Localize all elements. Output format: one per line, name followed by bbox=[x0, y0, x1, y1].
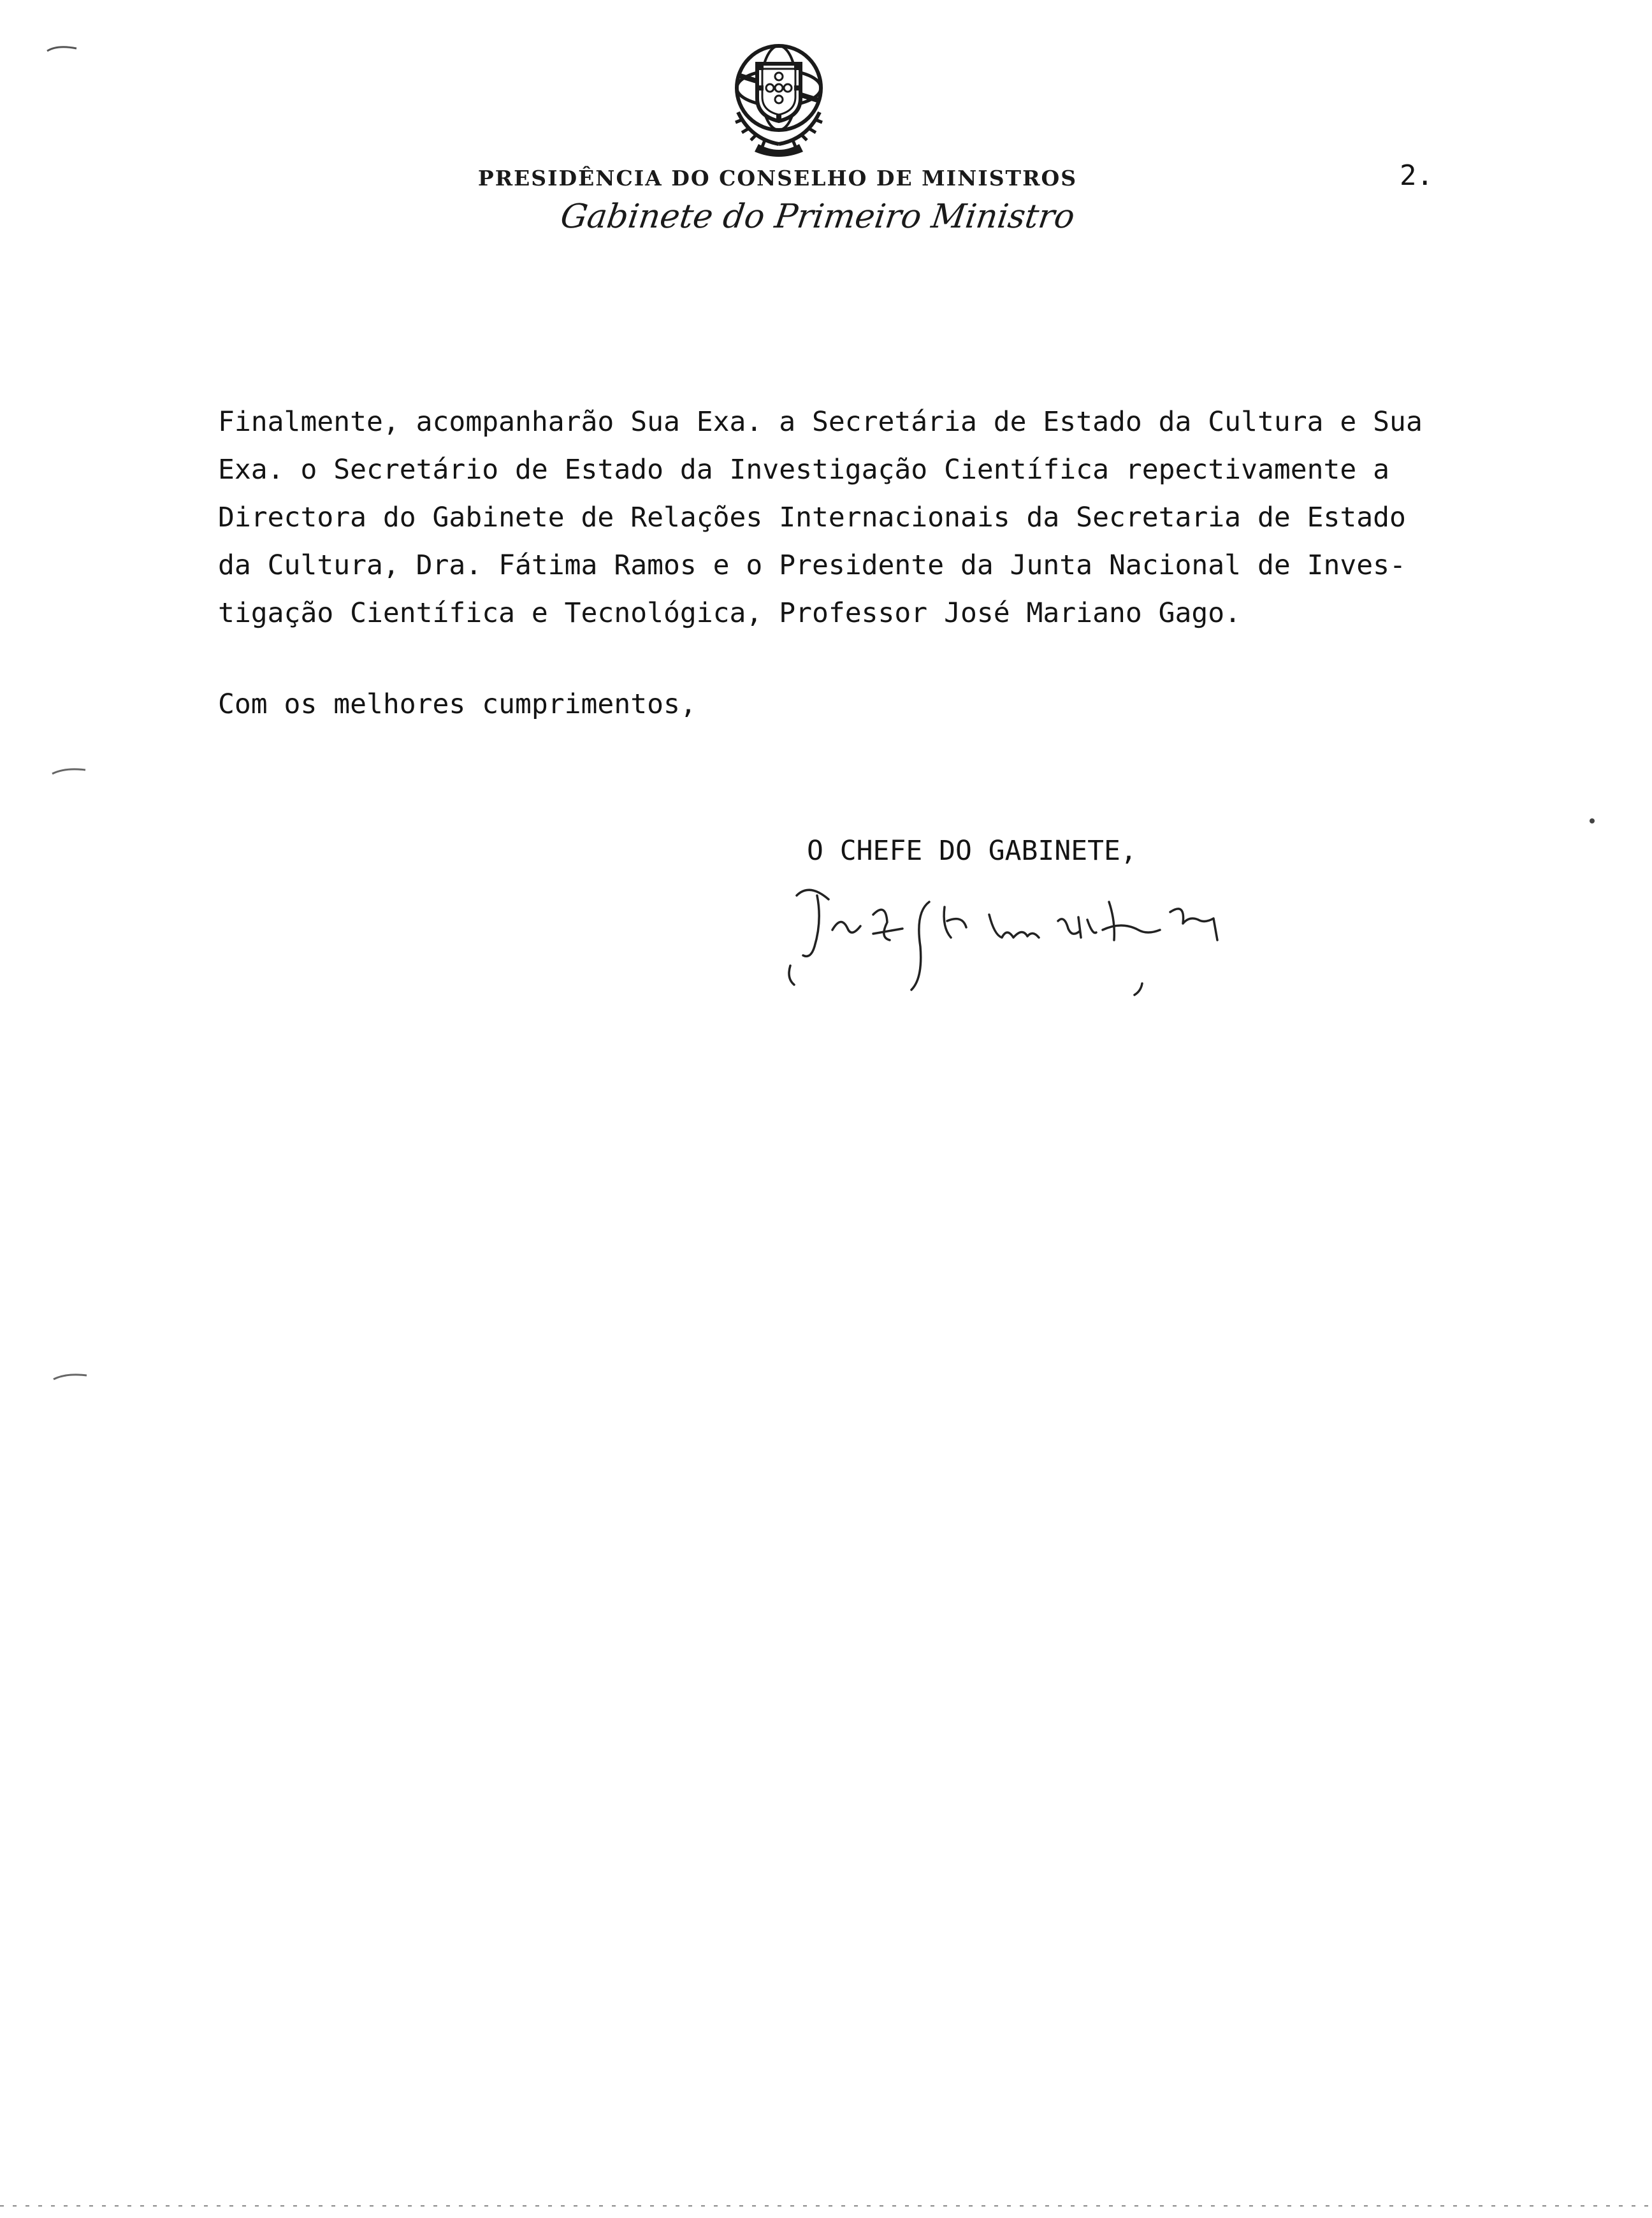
body-line: Finalmente, acompanharão Sua Exa. a Secretária de Estado da Cultura e Sua bbox=[218, 406, 1423, 438]
scan-mark bbox=[51, 1370, 89, 1383]
page-number: 2. bbox=[1400, 159, 1433, 192]
body-line: Directora do Gabinete de Relações Internacionais da Secretaria de Estado bbox=[218, 502, 1406, 533]
handwritten-signature bbox=[778, 876, 1236, 997]
signatory-title: O CHEFE DO GABINETE, bbox=[807, 835, 1137, 867]
body-line: tigação Científica e Tecnológica, Professor José Mariano Gago. bbox=[218, 597, 1242, 629]
office-name: Gabinete do Primeiro Ministro bbox=[558, 198, 1077, 236]
scan-edge bbox=[0, 2203, 1652, 2209]
scan-mark bbox=[1587, 816, 1597, 826]
scan-mark bbox=[45, 42, 83, 55]
letter-body bbox=[218, 398, 1423, 637]
body-line: Exa. o Secretário de Estado da Investigação Científica repectivamente a bbox=[218, 454, 1390, 486]
organization-name: PRESIDÊNCIA DO CONSELHO DE MINISTROS bbox=[477, 166, 1078, 191]
scan-mark bbox=[50, 765, 88, 778]
coat-of-arms-emblem bbox=[719, 37, 839, 157]
closing-salutation: Com os melhores cumprimentos, bbox=[218, 688, 697, 720]
body-line: da Cultura, Dra. Fátima Ramos e o Presidente da Junta Nacional de Inves- bbox=[218, 549, 1406, 581]
